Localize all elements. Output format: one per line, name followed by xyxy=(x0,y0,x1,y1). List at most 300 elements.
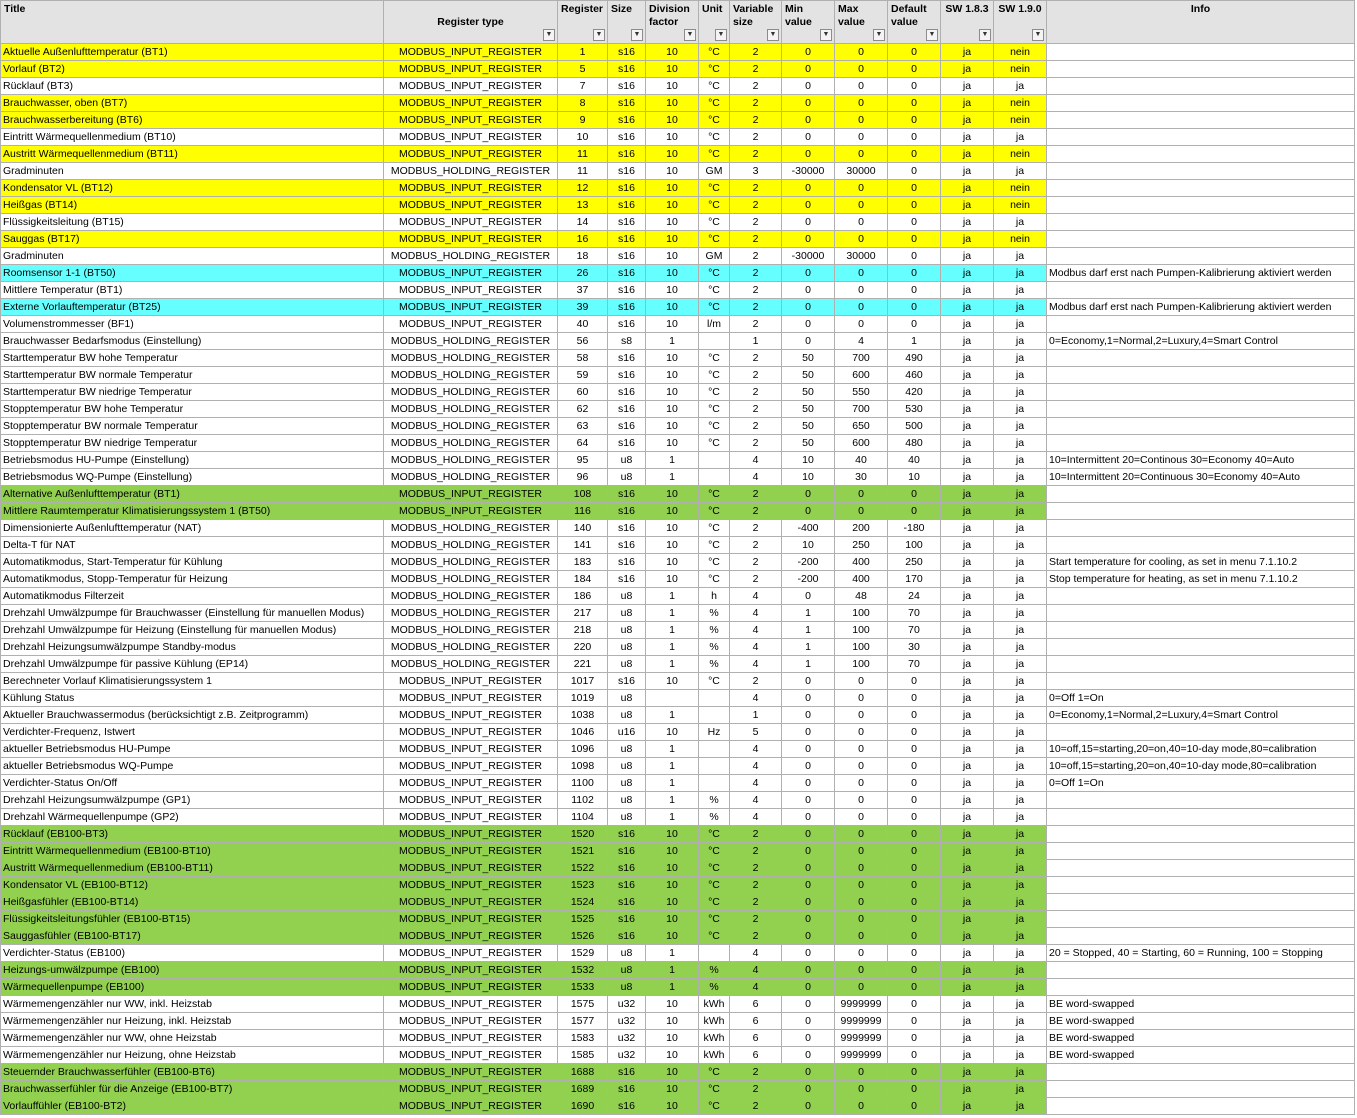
cell-max-value[interactable]: 0 xyxy=(835,826,888,843)
cell-default-value[interactable]: 0 xyxy=(888,44,941,61)
cell-variable-size[interactable]: 6 xyxy=(730,1047,782,1064)
cell-register[interactable]: 1524 xyxy=(558,894,608,911)
cell-max-value[interactable]: 0 xyxy=(835,231,888,248)
cell-default-value[interactable]: 40 xyxy=(888,452,941,469)
cell-max-value[interactable]: 0 xyxy=(835,979,888,996)
cell-register-type[interactable]: MODBUS_HOLDING_REGISTER xyxy=(384,537,558,554)
cell-min-value[interactable]: 50 xyxy=(782,384,835,401)
cell-register[interactable]: 1102 xyxy=(558,792,608,809)
cell-variable-size[interactable]: 2 xyxy=(730,384,782,401)
cell-register[interactable]: 60 xyxy=(558,384,608,401)
cell-unit[interactable]: kWh xyxy=(699,1013,730,1030)
cell-info[interactable] xyxy=(1047,1081,1355,1098)
cell-title[interactable]: Aktueller Brauchwassermodus (berücksichtigt z.B. Zeitprogramm) xyxy=(1,707,384,724)
cell-register-type[interactable]: MODBUS_INPUT_REGISTER xyxy=(384,299,558,316)
cell-unit[interactable]: °C xyxy=(699,44,730,61)
cell-division-factor[interactable]: 1 xyxy=(646,792,699,809)
cell-register[interactable]: 56 xyxy=(558,333,608,350)
cell-register[interactable]: 95 xyxy=(558,452,608,469)
cell-sw-190[interactable]: ja xyxy=(994,775,1047,792)
cell-size[interactable]: u8 xyxy=(608,741,646,758)
cell-max-value[interactable]: 700 xyxy=(835,350,888,367)
cell-register[interactable]: 11 xyxy=(558,146,608,163)
cell-register-type[interactable]: MODBUS_INPUT_REGISTER xyxy=(384,1064,558,1081)
cell-variable-size[interactable]: 2 xyxy=(730,214,782,231)
cell-default-value[interactable]: 420 xyxy=(888,384,941,401)
cell-title[interactable]: Eintritt Wärmequellenmedium (BT10) xyxy=(1,129,384,146)
filter-dropdown-icon[interactable]: ▼ xyxy=(543,29,555,41)
cell-unit[interactable]: °C xyxy=(699,911,730,928)
cell-title[interactable]: Rücklauf (BT3) xyxy=(1,78,384,95)
cell-unit[interactable]: GM xyxy=(699,163,730,180)
cell-variable-size[interactable]: 5 xyxy=(730,724,782,741)
cell-max-value[interactable]: 100 xyxy=(835,605,888,622)
cell-variable-size[interactable]: 2 xyxy=(730,129,782,146)
cell-sw-183[interactable]: ja xyxy=(941,214,994,231)
cell-sw-183[interactable]: ja xyxy=(941,1064,994,1081)
cell-sw-190[interactable]: ja xyxy=(994,129,1047,146)
cell-title[interactable]: Gradminuten xyxy=(1,248,384,265)
cell-variable-size[interactable]: 2 xyxy=(730,61,782,78)
cell-sw-190[interactable]: ja xyxy=(994,1081,1047,1098)
cell-max-value[interactable]: 0 xyxy=(835,911,888,928)
cell-register-type[interactable]: MODBUS_INPUT_REGISTER xyxy=(384,44,558,61)
cell-division-factor[interactable]: 10 xyxy=(646,843,699,860)
cell-info[interactable] xyxy=(1047,435,1355,452)
cell-variable-size[interactable]: 3 xyxy=(730,163,782,180)
cell-sw-183[interactable]: ja xyxy=(941,673,994,690)
cell-register[interactable]: 12 xyxy=(558,180,608,197)
cell-register[interactable]: 1523 xyxy=(558,877,608,894)
cell-unit[interactable]: °C xyxy=(699,826,730,843)
cell-title[interactable]: Wärmemengenzähler nur WW, inkl. Heizstab xyxy=(1,996,384,1013)
cell-size[interactable]: s16 xyxy=(608,95,646,112)
cell-division-factor[interactable]: 10 xyxy=(646,1081,699,1098)
cell-max-value[interactable]: 400 xyxy=(835,571,888,588)
cell-division-factor[interactable]: 10 xyxy=(646,231,699,248)
cell-max-value[interactable]: 0 xyxy=(835,877,888,894)
cell-variable-size[interactable]: 2 xyxy=(730,520,782,537)
header-variable-size[interactable] xyxy=(730,1,782,44)
cell-division-factor[interactable]: 1 xyxy=(646,979,699,996)
cell-sw-183[interactable]: ja xyxy=(941,452,994,469)
cell-register[interactable]: 8 xyxy=(558,95,608,112)
cell-variable-size[interactable]: 2 xyxy=(730,554,782,571)
cell-size[interactable]: s16 xyxy=(608,180,646,197)
cell-size[interactable]: u8 xyxy=(608,979,646,996)
cell-title[interactable]: Drehzahl Wärmequellenpumpe (GP2) xyxy=(1,809,384,826)
cell-size[interactable]: s16 xyxy=(608,78,646,95)
cell-sw-190[interactable]: ja xyxy=(994,503,1047,520)
cell-title[interactable]: Alternative Außenlufttemperatur (BT1) xyxy=(1,486,384,503)
cell-division-factor[interactable]: 10 xyxy=(646,826,699,843)
cell-register-type[interactable]: MODBUS_INPUT_REGISTER xyxy=(384,843,558,860)
cell-size[interactable]: s16 xyxy=(608,350,646,367)
cell-title[interactable]: Automatikmodus, Stopp-Temperatur für Heizung xyxy=(1,571,384,588)
cell-sw-183[interactable]: ja xyxy=(941,911,994,928)
cell-unit[interactable]: °C xyxy=(699,95,730,112)
cell-register[interactable]: 1585 xyxy=(558,1047,608,1064)
cell-title[interactable]: Dimensionierte Außenlufttemperatur (NAT) xyxy=(1,520,384,537)
cell-info[interactable]: 0=Off 1=On xyxy=(1047,775,1355,792)
cell-division-factor[interactable]: 10 xyxy=(646,384,699,401)
cell-size[interactable]: s16 xyxy=(608,282,646,299)
cell-register[interactable]: 11 xyxy=(558,163,608,180)
cell-min-value[interactable]: -30000 xyxy=(782,163,835,180)
cell-size[interactable]: u8 xyxy=(608,962,646,979)
cell-title[interactable]: Wärmequellenpumpe (EB100) xyxy=(1,979,384,996)
cell-info[interactable] xyxy=(1047,231,1355,248)
cell-sw-190[interactable]: ja xyxy=(994,741,1047,758)
cell-sw-183[interactable]: ja xyxy=(941,945,994,962)
cell-min-value[interactable]: 0 xyxy=(782,877,835,894)
cell-register-type[interactable]: MODBUS_INPUT_REGISTER xyxy=(384,129,558,146)
cell-division-factor[interactable]: 10 xyxy=(646,78,699,95)
cell-size[interactable]: s16 xyxy=(608,1064,646,1081)
cell-max-value[interactable]: 0 xyxy=(835,265,888,282)
cell-default-value[interactable]: 0 xyxy=(888,911,941,928)
cell-min-value[interactable]: 0 xyxy=(782,214,835,231)
cell-sw-183[interactable]: ja xyxy=(941,996,994,1013)
cell-register[interactable]: 96 xyxy=(558,469,608,486)
cell-default-value[interactable]: 480 xyxy=(888,435,941,452)
cell-variable-size[interactable]: 2 xyxy=(730,826,782,843)
cell-default-value[interactable]: 0 xyxy=(888,775,941,792)
cell-register[interactable]: 217 xyxy=(558,605,608,622)
cell-division-factor[interactable]: 10 xyxy=(646,367,699,384)
cell-size[interactable]: s16 xyxy=(608,248,646,265)
cell-sw-190[interactable]: ja xyxy=(994,316,1047,333)
cell-division-factor[interactable]: 1 xyxy=(646,741,699,758)
cell-sw-190[interactable]: ja xyxy=(994,707,1047,724)
cell-sw-190[interactable]: ja xyxy=(994,894,1047,911)
cell-unit[interactable]: % xyxy=(699,809,730,826)
cell-min-value[interactable]: 1 xyxy=(782,605,835,622)
cell-unit[interactable]: °C xyxy=(699,282,730,299)
cell-division-factor[interactable]: 10 xyxy=(646,894,699,911)
cell-default-value[interactable]: 0 xyxy=(888,1081,941,1098)
cell-title[interactable]: Austritt Wärmequellenmedium (EB100-BT11) xyxy=(1,860,384,877)
cell-variable-size[interactable]: 2 xyxy=(730,843,782,860)
cell-sw-183[interactable]: ja xyxy=(941,724,994,741)
cell-division-factor[interactable]: 10 xyxy=(646,877,699,894)
cell-register-type[interactable]: MODBUS_HOLDING_REGISTER xyxy=(384,435,558,452)
cell-sw-190[interactable]: ja xyxy=(994,826,1047,843)
cell-min-value[interactable]: 50 xyxy=(782,435,835,452)
cell-min-value[interactable]: 0 xyxy=(782,299,835,316)
cell-register-type[interactable]: MODBUS_HOLDING_REGISTER xyxy=(384,469,558,486)
cell-division-factor[interactable]: 10 xyxy=(646,996,699,1013)
cell-variable-size[interactable]: 4 xyxy=(730,962,782,979)
cell-sw-190[interactable]: ja xyxy=(994,622,1047,639)
cell-size[interactable]: u32 xyxy=(608,1013,646,1030)
cell-title[interactable]: aktueller Betriebsmodus HU-Pumpe xyxy=(1,741,384,758)
cell-size[interactable]: s16 xyxy=(608,673,646,690)
cell-min-value[interactable]: 10 xyxy=(782,537,835,554)
cell-max-value[interactable]: 0 xyxy=(835,673,888,690)
cell-info[interactable] xyxy=(1047,520,1355,537)
cell-default-value[interactable]: 0 xyxy=(888,129,941,146)
filter-dropdown-icon[interactable]: ▼ xyxy=(715,29,727,41)
cell-title[interactable]: Drehzahl Umwälzpumpe für Brauchwasser (Einstellung für manuellen Modus) xyxy=(1,605,384,622)
cell-default-value[interactable]: 0 xyxy=(888,673,941,690)
cell-max-value[interactable]: 0 xyxy=(835,486,888,503)
cell-default-value[interactable]: 0 xyxy=(888,843,941,860)
cell-register[interactable]: 186 xyxy=(558,588,608,605)
cell-register-type[interactable]: MODBUS_HOLDING_REGISTER xyxy=(384,605,558,622)
cell-info[interactable]: BE word-swapped xyxy=(1047,1047,1355,1064)
cell-default-value[interactable]: 0 xyxy=(888,146,941,163)
cell-register[interactable]: 140 xyxy=(558,520,608,537)
cell-default-value[interactable]: 0 xyxy=(888,265,941,282)
cell-unit[interactable]: °C xyxy=(699,554,730,571)
cell-min-value[interactable]: 0 xyxy=(782,503,835,520)
cell-unit[interactable]: °C xyxy=(699,401,730,418)
cell-info[interactable] xyxy=(1047,78,1355,95)
cell-default-value[interactable]: 250 xyxy=(888,554,941,571)
cell-register-type[interactable]: MODBUS_INPUT_REGISTER xyxy=(384,877,558,894)
cell-info[interactable] xyxy=(1047,826,1355,843)
cell-max-value[interactable]: 30000 xyxy=(835,163,888,180)
cell-size[interactable]: s16 xyxy=(608,554,646,571)
cell-min-value[interactable]: 0 xyxy=(782,792,835,809)
cell-min-value[interactable]: 0 xyxy=(782,979,835,996)
cell-register-type[interactable]: MODBUS_INPUT_REGISTER xyxy=(384,775,558,792)
cell-size[interactable]: u8 xyxy=(608,622,646,639)
cell-sw-190[interactable]: ja xyxy=(994,435,1047,452)
cell-register[interactable]: 16 xyxy=(558,231,608,248)
cell-register-type[interactable]: MODBUS_INPUT_REGISTER xyxy=(384,962,558,979)
cell-register-type[interactable]: MODBUS_HOLDING_REGISTER xyxy=(384,418,558,435)
cell-default-value[interactable]: 0 xyxy=(888,299,941,316)
cell-min-value[interactable]: 0 xyxy=(782,809,835,826)
cell-unit[interactable]: °C xyxy=(699,673,730,690)
cell-register[interactable]: 184 xyxy=(558,571,608,588)
cell-unit[interactable] xyxy=(699,775,730,792)
cell-default-value[interactable]: 0 xyxy=(888,945,941,962)
cell-max-value[interactable]: 0 xyxy=(835,962,888,979)
cell-variable-size[interactable]: 2 xyxy=(730,928,782,945)
cell-size[interactable]: s16 xyxy=(608,129,646,146)
cell-sw-190[interactable]: nein xyxy=(994,112,1047,129)
cell-unit[interactable] xyxy=(699,707,730,724)
cell-register[interactable]: 1526 xyxy=(558,928,608,945)
cell-max-value[interactable]: 0 xyxy=(835,690,888,707)
cell-variable-size[interactable]: 4 xyxy=(730,639,782,656)
cell-max-value[interactable]: 0 xyxy=(835,503,888,520)
cell-info[interactable]: 0=Economy,1=Normal,2=Luxury,4=Smart Control xyxy=(1047,707,1355,724)
cell-title[interactable]: Rücklauf (EB100-BT3) xyxy=(1,826,384,843)
cell-register-type[interactable]: MODBUS_INPUT_REGISTER xyxy=(384,741,558,758)
cell-register[interactable]: 1525 xyxy=(558,911,608,928)
cell-max-value[interactable]: 9999999 xyxy=(835,996,888,1013)
cell-info[interactable] xyxy=(1047,622,1355,639)
cell-size[interactable]: s16 xyxy=(608,265,646,282)
cell-unit[interactable]: l/m xyxy=(699,316,730,333)
cell-size[interactable]: u8 xyxy=(608,656,646,673)
cell-title[interactable]: Steuernder Brauchwasserfühler (EB100-BT6) xyxy=(1,1064,384,1081)
cell-title[interactable]: Kondensator VL (EB100-BT12) xyxy=(1,877,384,894)
cell-max-value[interactable]: 200 xyxy=(835,520,888,537)
cell-register-type[interactable]: MODBUS_INPUT_REGISTER xyxy=(384,1047,558,1064)
cell-title[interactable]: Flüssigkeitsleitungsfühler (EB100-BT15) xyxy=(1,911,384,928)
cell-default-value[interactable]: 30 xyxy=(888,639,941,656)
cell-max-value[interactable]: 600 xyxy=(835,367,888,384)
cell-sw-190[interactable]: ja xyxy=(994,1047,1047,1064)
cell-default-value[interactable]: 1 xyxy=(888,333,941,350)
cell-size[interactable]: u8 xyxy=(608,452,646,469)
cell-max-value[interactable]: 0 xyxy=(835,758,888,775)
cell-default-value[interactable]: 10 xyxy=(888,469,941,486)
cell-unit[interactable]: °C xyxy=(699,928,730,945)
cell-division-factor[interactable]: 10 xyxy=(646,163,699,180)
cell-title[interactable]: Heißgas (BT14) xyxy=(1,197,384,214)
cell-variable-size[interactable]: 2 xyxy=(730,265,782,282)
cell-unit[interactable]: °C xyxy=(699,78,730,95)
cell-max-value[interactable]: 0 xyxy=(835,44,888,61)
cell-unit[interactable]: % xyxy=(699,622,730,639)
cell-min-value[interactable]: 0 xyxy=(782,758,835,775)
cell-variable-size[interactable]: 2 xyxy=(730,860,782,877)
cell-default-value[interactable]: 0 xyxy=(888,1098,941,1115)
cell-default-value[interactable]: 0 xyxy=(888,61,941,78)
cell-sw-190[interactable]: ja xyxy=(994,860,1047,877)
cell-sw-183[interactable]: ja xyxy=(941,605,994,622)
cell-title[interactable]: Sauggas (BT17) xyxy=(1,231,384,248)
cell-unit[interactable]: °C xyxy=(699,860,730,877)
cell-default-value[interactable]: 0 xyxy=(888,248,941,265)
cell-sw-183[interactable]: ja xyxy=(941,95,994,112)
cell-register[interactable]: 1100 xyxy=(558,775,608,792)
cell-min-value[interactable]: 0 xyxy=(782,775,835,792)
cell-division-factor[interactable]: 1 xyxy=(646,809,699,826)
cell-sw-190[interactable]: ja xyxy=(994,877,1047,894)
cell-max-value[interactable]: 0 xyxy=(835,945,888,962)
cell-default-value[interactable]: 70 xyxy=(888,656,941,673)
cell-variable-size[interactable]: 1 xyxy=(730,333,782,350)
cell-register-type[interactable]: MODBUS_INPUT_REGISTER xyxy=(384,265,558,282)
cell-max-value[interactable]: 0 xyxy=(835,707,888,724)
cell-division-factor[interactable] xyxy=(646,690,699,707)
filter-dropdown-icon[interactable]: ▼ xyxy=(820,29,832,41)
cell-default-value[interactable]: 0 xyxy=(888,1030,941,1047)
cell-unit[interactable]: °C xyxy=(699,1098,730,1115)
cell-size[interactable]: u8 xyxy=(608,605,646,622)
cell-min-value[interactable]: 0 xyxy=(782,690,835,707)
cell-max-value[interactable]: 0 xyxy=(835,775,888,792)
cell-size[interactable]: s16 xyxy=(608,367,646,384)
cell-division-factor[interactable]: 10 xyxy=(646,146,699,163)
cell-sw-190[interactable]: ja xyxy=(994,911,1047,928)
cell-size[interactable]: s16 xyxy=(608,112,646,129)
cell-sw-183[interactable]: ja xyxy=(941,180,994,197)
cell-default-value[interactable]: 0 xyxy=(888,282,941,299)
cell-register-type[interactable]: MODBUS_INPUT_REGISTER xyxy=(384,180,558,197)
cell-sw-183[interactable]: ja xyxy=(941,418,994,435)
cell-variable-size[interactable]: 4 xyxy=(730,690,782,707)
cell-size[interactable]: u32 xyxy=(608,1030,646,1047)
filter-dropdown-icon[interactable]: ▼ xyxy=(631,29,643,41)
cell-max-value[interactable]: 0 xyxy=(835,928,888,945)
cell-division-factor[interactable]: 10 xyxy=(646,1047,699,1064)
cell-register[interactable]: 58 xyxy=(558,350,608,367)
cell-size[interactable]: u8 xyxy=(608,588,646,605)
cell-division-factor[interactable]: 10 xyxy=(646,928,699,945)
cell-info[interactable] xyxy=(1047,792,1355,809)
cell-min-value[interactable]: 0 xyxy=(782,333,835,350)
cell-division-factor[interactable]: 10 xyxy=(646,61,699,78)
cell-variable-size[interactable]: 2 xyxy=(730,197,782,214)
cell-sw-190[interactable]: ja xyxy=(994,1030,1047,1047)
cell-size[interactable]: s16 xyxy=(608,877,646,894)
cell-register[interactable]: 1688 xyxy=(558,1064,608,1081)
cell-division-factor[interactable]: 10 xyxy=(646,724,699,741)
cell-variable-size[interactable]: 2 xyxy=(730,1098,782,1115)
cell-sw-190[interactable]: ja xyxy=(994,843,1047,860)
cell-sw-183[interactable]: ja xyxy=(941,486,994,503)
cell-title[interactable]: Betriebsmodus HU-Pumpe (Einstellung) xyxy=(1,452,384,469)
cell-max-value[interactable]: 100 xyxy=(835,622,888,639)
cell-min-value[interactable]: 0 xyxy=(782,928,835,945)
cell-max-value[interactable]: 0 xyxy=(835,860,888,877)
cell-unit[interactable]: °C xyxy=(699,503,730,520)
cell-unit[interactable]: °C xyxy=(699,843,730,860)
cell-min-value[interactable]: 0 xyxy=(782,180,835,197)
cell-min-value[interactable]: 0 xyxy=(782,860,835,877)
cell-sw-183[interactable]: ja xyxy=(941,282,994,299)
cell-default-value[interactable]: 0 xyxy=(888,95,941,112)
cell-division-factor[interactable]: 10 xyxy=(646,129,699,146)
cell-size[interactable]: u8 xyxy=(608,639,646,656)
cell-sw-183[interactable]: ja xyxy=(941,1030,994,1047)
header-info[interactable] xyxy=(1047,1,1355,44)
cell-default-value[interactable]: 0 xyxy=(888,962,941,979)
cell-sw-183[interactable]: ja xyxy=(941,248,994,265)
cell-register-type[interactable]: MODBUS_HOLDING_REGISTER xyxy=(384,384,558,401)
filter-dropdown-icon[interactable]: ▼ xyxy=(767,29,779,41)
cell-register[interactable]: 7 xyxy=(558,78,608,95)
cell-variable-size[interactable]: 4 xyxy=(730,656,782,673)
cell-size[interactable]: s16 xyxy=(608,61,646,78)
cell-title[interactable]: Roomsensor 1-1 (BT50) xyxy=(1,265,384,282)
cell-default-value[interactable]: 0 xyxy=(888,231,941,248)
cell-register[interactable]: 1019 xyxy=(558,690,608,707)
cell-size[interactable]: s16 xyxy=(608,418,646,435)
cell-min-value[interactable]: 0 xyxy=(782,282,835,299)
cell-variable-size[interactable]: 2 xyxy=(730,1064,782,1081)
cell-size[interactable]: s16 xyxy=(608,299,646,316)
cell-sw-183[interactable]: ja xyxy=(941,826,994,843)
cell-sw-183[interactable]: ja xyxy=(941,316,994,333)
cell-min-value[interactable]: 0 xyxy=(782,486,835,503)
cell-info[interactable] xyxy=(1047,61,1355,78)
cell-sw-183[interactable]: ja xyxy=(941,435,994,452)
cell-info[interactable] xyxy=(1047,639,1355,656)
cell-sw-190[interactable]: ja xyxy=(994,282,1047,299)
cell-size[interactable]: s16 xyxy=(608,843,646,860)
cell-default-value[interactable]: 170 xyxy=(888,571,941,588)
cell-sw-183[interactable]: ja xyxy=(941,554,994,571)
cell-title[interactable]: Brauchwasser Bedarfsmodus (Einstellung) xyxy=(1,333,384,350)
cell-default-value[interactable]: 500 xyxy=(888,418,941,435)
cell-size[interactable]: s16 xyxy=(608,571,646,588)
cell-title[interactable]: Stopptemperatur BW niedrige Temperatur xyxy=(1,435,384,452)
cell-division-factor[interactable]: 1 xyxy=(646,469,699,486)
cell-sw-190[interactable]: ja xyxy=(994,962,1047,979)
cell-unit[interactable]: °C xyxy=(699,384,730,401)
cell-unit[interactable]: % xyxy=(699,639,730,656)
cell-info[interactable]: Stop temperature for heating, as set in menu 7.1.10.2 xyxy=(1047,571,1355,588)
